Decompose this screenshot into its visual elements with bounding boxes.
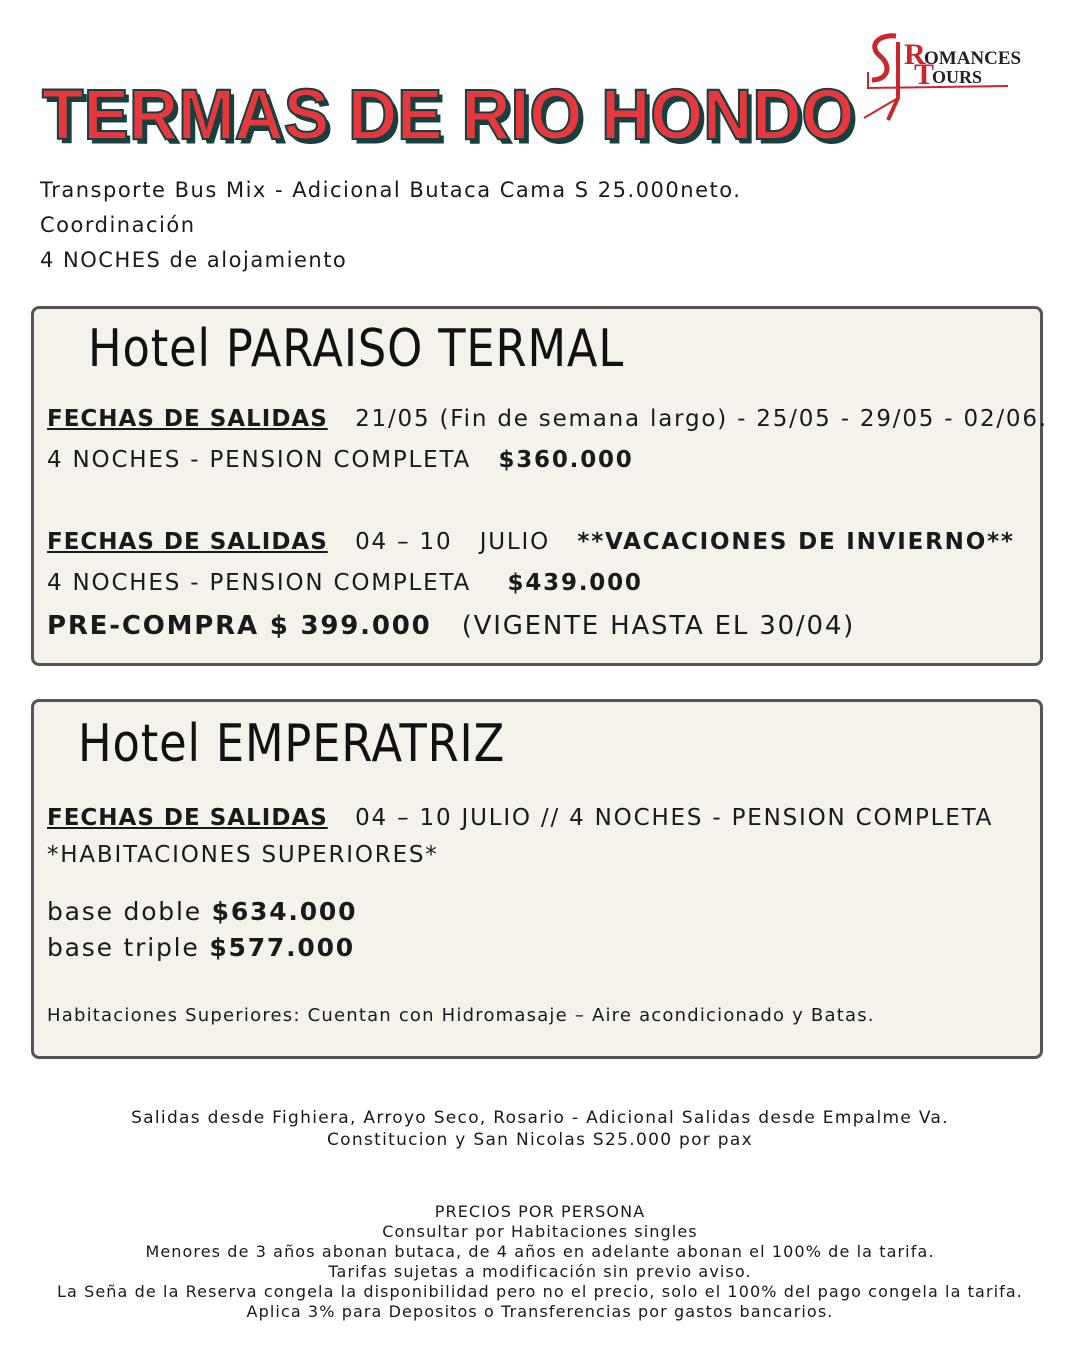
hotel-paraiso-card bbox=[31, 306, 1048, 666]
intro-coordination: Coordinación bbox=[40, 213, 196, 237]
svg-text:T: T bbox=[914, 58, 935, 91]
fechas-label: FECHAS DE SALIDAS bbox=[47, 406, 328, 432]
emperatriz-doble: base doble $634.000 bbox=[47, 897, 358, 926]
footer-salidas: Salidas desde Fighiera, Arroyo Seco, Rosario - Adicional Salidas desde Empalme Va. Constitucion y San Nicolas S25.000 por pax bbox=[131, 1108, 949, 1150]
intro-transport: Transporte Bus Mix - Adicional Butaca Cama S 25.000neto. bbox=[40, 178, 742, 202]
paraiso-dates-2: FECHAS DE SALIDAS 04 – 10 JULIO **VACACIONES DE INVIERNO** bbox=[47, 529, 1015, 555]
emperatriz-dates: FECHAS DE SALIDAS 04 – 10 JULIO // 4 NOCHES - PENSION COMPLETA bbox=[47, 805, 994, 831]
hotel-emperatriz-name: Hotel EMPERATRIZ bbox=[78, 714, 506, 774]
price: $360.000 bbox=[498, 447, 634, 473]
emperatriz-rooms: *HABITACIONES SUPERIORES* bbox=[47, 842, 439, 868]
paraiso-plan-2: 4 NOCHES - PENSION COMPLETA $439.000 bbox=[47, 570, 643, 596]
emperatriz-triple: base triple $577.000 bbox=[47, 933, 355, 962]
hotel-paraiso-name: Hotel PARAISO TERMAL bbox=[88, 319, 625, 379]
svg-text:OURS: OURS bbox=[932, 67, 983, 87]
page-title: TERMAS DE RIO HONDO bbox=[42, 75, 855, 155]
paraiso-precompra: PRE-COMPRA $ 399.000 (VIGENTE HASTA EL 30/04) bbox=[47, 611, 856, 641]
fechas-label: FECHAS DE SALIDAS bbox=[47, 805, 328, 831]
romances-tours-logo bbox=[858, 28, 1048, 124]
emperatriz-note: Habitaciones Superiores: Cuentan con Hidromasaje – Aire acondicionado y Batas. bbox=[47, 1005, 875, 1026]
price: $439.000 bbox=[507, 570, 643, 596]
vacaciones-badge: **VACACIONES DE INVIERNO** bbox=[577, 529, 1015, 555]
price: $634.000 bbox=[211, 897, 358, 926]
price: $577.000 bbox=[209, 933, 355, 962]
intro-nights: 4 NOCHES de alojamiento bbox=[40, 248, 348, 272]
paraiso-dates-1: FECHAS DE SALIDAS 21/05 (Fin de semana largo) - 25/05 - 29/05 - 02/06. bbox=[47, 406, 1048, 432]
hotel-emperatriz-card bbox=[31, 699, 1043, 1059]
svg-text:R: R bbox=[904, 38, 926, 71]
svg-text:OMANCES: OMANCES bbox=[924, 48, 1022, 69]
footer-notes: PRECIOS POR PERSONA Consultar por Habitaciones singles Menores de 3 años abonan butaca, de 4 años en adelante abonan el 100% de la tarifa. Tarifas sujetas a modificación sin previo aviso. La Seña de la Reserva congela la disponibilidad pero no el precio, solo el 100% del pago congela la tarifa. Aplica 3% para Depositos o Transferencias por gastos bancarios. bbox=[57, 1202, 1023, 1321]
paraiso-plan-1: 4 NOCHES - PENSION COMPLETA $360.000 bbox=[47, 447, 634, 473]
intro bbox=[40, 173, 741, 278]
fechas-label: FECHAS DE SALIDAS bbox=[47, 529, 328, 555]
